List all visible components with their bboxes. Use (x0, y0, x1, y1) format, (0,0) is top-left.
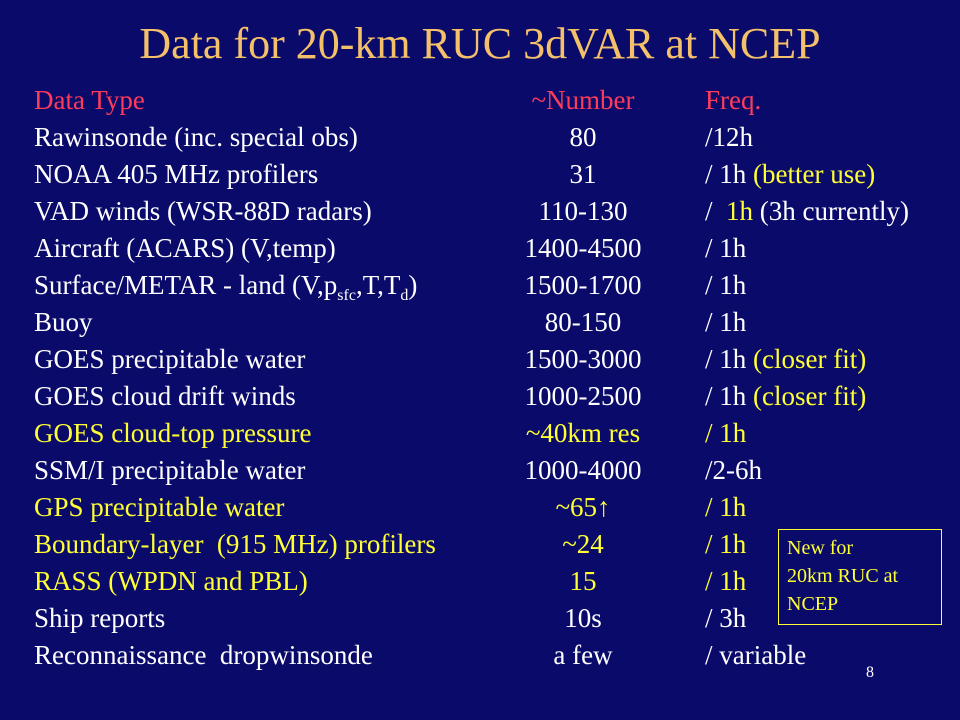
table-row (0, 155, 960, 193)
row-data-type: RASS (WPDN and PBL) (34, 566, 308, 596)
row-freq-highlight: 1h (726, 196, 754, 226)
table-header (0, 81, 960, 119)
row-freq: / 1h (705, 307, 747, 337)
row-type-part: ,T,T (355, 270, 401, 300)
row-note: (3h currently) (759, 196, 909, 226)
row-number: 1500-1700 (524, 270, 642, 300)
row-number: 1500-3000 (524, 344, 642, 374)
table-row (0, 229, 960, 267)
up-arrow-icon: ↑ (597, 492, 611, 522)
slide-title: Data for 20-km RUC 3dVAR at NCEP (139, 19, 821, 68)
page-number: 8 (866, 664, 874, 681)
row-freq: / 3h (705, 603, 747, 633)
row-number: ~65 (555, 492, 598, 522)
row-number: 31 (569, 159, 597, 189)
table-row (0, 377, 960, 415)
row-freq: / variable (705, 640, 807, 670)
row-data-type: Aircraft (ACARS) (V,temp) (34, 233, 336, 263)
row-number: ~24 (562, 529, 604, 559)
table-row (0, 340, 960, 378)
row-freq-cell (705, 377, 866, 415)
row-freq: / 1h (705, 159, 747, 189)
row-data-type: GOES cloud drift winds (34, 381, 296, 411)
header-freq: Freq. (705, 85, 762, 115)
row-note: (better use) (753, 159, 876, 189)
row-data-type: GOES precipitable water (34, 344, 306, 374)
row-data-type: NOAA 405 MHz profilers (34, 159, 319, 189)
row-number: 15 (569, 566, 597, 596)
row-freq-cell (705, 155, 875, 193)
row-freq-prefix: / (705, 196, 727, 226)
row-note: (closer fit) (753, 381, 867, 411)
row-freq-cell (705, 192, 909, 230)
row-number: ~40km res (525, 418, 641, 448)
row-number: 1400-4500 (524, 233, 642, 263)
table-row (0, 451, 960, 489)
row-number: a few (553, 640, 613, 670)
row-data-type: Rawinsonde (inc. special obs) (34, 122, 358, 152)
row-type-part: Surface/METAR - land (V,p (34, 270, 338, 300)
row-freq: / 1h (705, 492, 747, 522)
table-row (0, 414, 960, 452)
row-number-cell (485, 488, 681, 526)
header-data-type: Data Type (34, 85, 145, 115)
row-data-type: GPS precipitable water (34, 492, 285, 522)
row-freq: /2-6h (705, 455, 762, 485)
table-row (0, 192, 960, 230)
row-freq: / 1h (705, 233, 747, 263)
row-number: 1000-2500 (524, 381, 642, 411)
table-row (0, 118, 960, 156)
row-freq: / 1h (705, 566, 747, 596)
row-freq: / 1h (705, 529, 747, 559)
row-data-type: Boundary-layer (915 MHz) profilers (34, 529, 436, 559)
subscript-d: d (400, 287, 409, 304)
row-freq: / 1h (705, 418, 747, 448)
row-number: 1000-4000 (524, 455, 642, 485)
row-number: 80-150 (544, 307, 622, 337)
table-row (0, 488, 960, 526)
new-for-ruc-callout: New for 20km RUC at NCEP (778, 529, 942, 625)
row-number: 80 (569, 122, 597, 152)
row-data-type: Reconnaissance dropwinsonde (34, 640, 373, 670)
row-data-type: GOES cloud-top pressure (34, 418, 312, 448)
row-data-type: SSM/I precipitable water (34, 455, 306, 485)
row-type-part: ) (408, 270, 418, 300)
row-freq: / 1h (705, 344, 747, 374)
row-note: (closer fit) (753, 344, 867, 374)
row-freq: /12h (705, 122, 754, 152)
row-freq: / 1h (705, 381, 747, 411)
table-row (0, 266, 960, 304)
row-number: 110-130 (538, 196, 628, 226)
row-freq-cell (705, 340, 866, 378)
row-data-type: Ship reports (34, 603, 166, 633)
row-number: 10s (564, 603, 602, 633)
row-freq: / 1h (705, 270, 747, 300)
header-number: ~Number (531, 85, 635, 115)
row-data-type: VAD winds (WSR-88D radars) (34, 196, 372, 226)
row-data-type: Buoy (34, 307, 93, 337)
table-row (0, 303, 960, 341)
table-row (0, 636, 960, 674)
subscript-sfc: sfc (337, 287, 356, 304)
